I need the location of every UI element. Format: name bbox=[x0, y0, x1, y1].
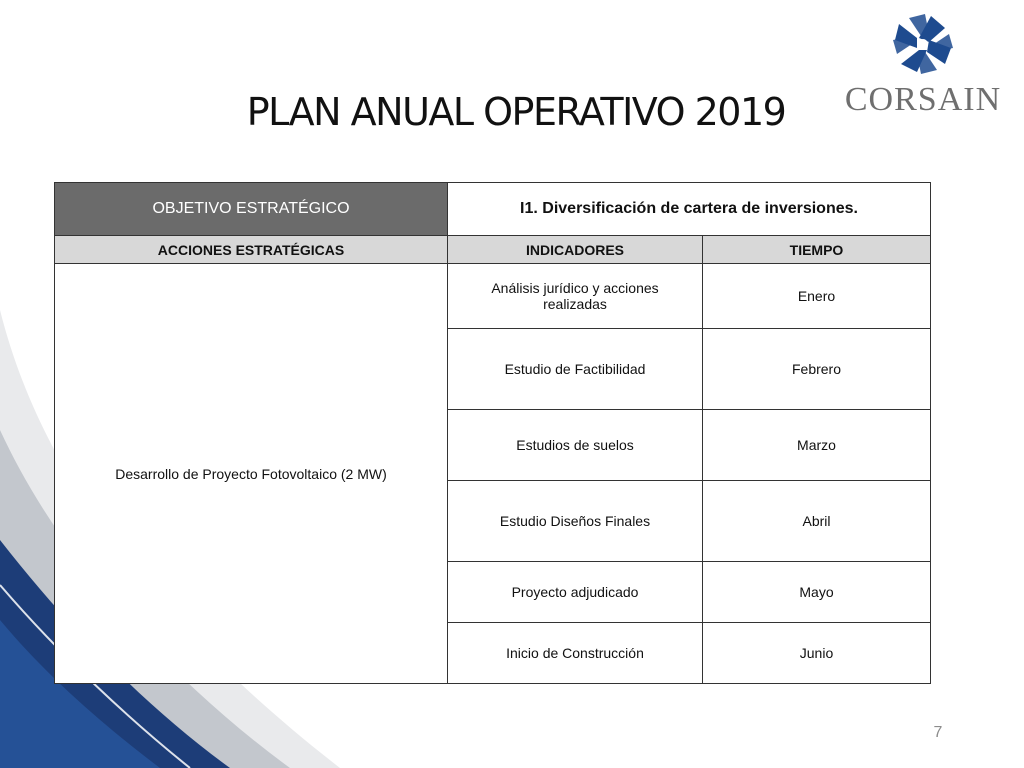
header-indicadores: INDICADORES bbox=[448, 236, 703, 264]
indicador-cell: Proyecto adjudicado bbox=[448, 562, 703, 623]
tiempo-cell: Febrero bbox=[703, 329, 931, 410]
slide-title: PLAN ANUAL OPERATIVO 2019 bbox=[246, 90, 786, 134]
indicador-cell: Estudio Diseños Finales bbox=[448, 481, 703, 562]
corsain-logo-text: CORSAIN bbox=[844, 81, 1002, 118]
page-number: 7 bbox=[933, 724, 943, 741]
table-row bbox=[55, 264, 931, 329]
plan-table bbox=[54, 182, 931, 684]
tiempo-cell: Abril bbox=[703, 481, 931, 562]
corsain-logo bbox=[838, 12, 1008, 122]
table-header-row bbox=[55, 236, 931, 264]
corsain-pinwheel-logo-icon bbox=[838, 12, 1008, 82]
header-acciones: ACCIONES ESTRATÉGICAS bbox=[55, 236, 448, 264]
tiempo-cell: Enero bbox=[703, 264, 931, 329]
objetivo-row bbox=[55, 183, 931, 236]
indicador-cell: Estudios de suelos bbox=[448, 410, 703, 481]
objetivo-label: OBJETIVO ESTRATÉGICO bbox=[55, 183, 448, 236]
accion-cell: Desarrollo de Proyecto Fotovoltaico (2 MW) bbox=[55, 264, 448, 684]
indicador-cell: Inicio de Construcción bbox=[448, 623, 703, 684]
indicador-cell: Estudio de Factibilidad bbox=[448, 329, 703, 410]
tiempo-cell: Mayo bbox=[703, 562, 931, 623]
tiempo-cell: Junio bbox=[703, 623, 931, 684]
tiempo-cell: Marzo bbox=[703, 410, 931, 481]
header-tiempo: TIEMPO bbox=[703, 236, 931, 264]
indicador-cell: Análisis jurídico y acciones realizadas bbox=[448, 264, 703, 329]
objetivo-value: I1. Diversificación de cartera de inversiones. bbox=[448, 183, 931, 236]
